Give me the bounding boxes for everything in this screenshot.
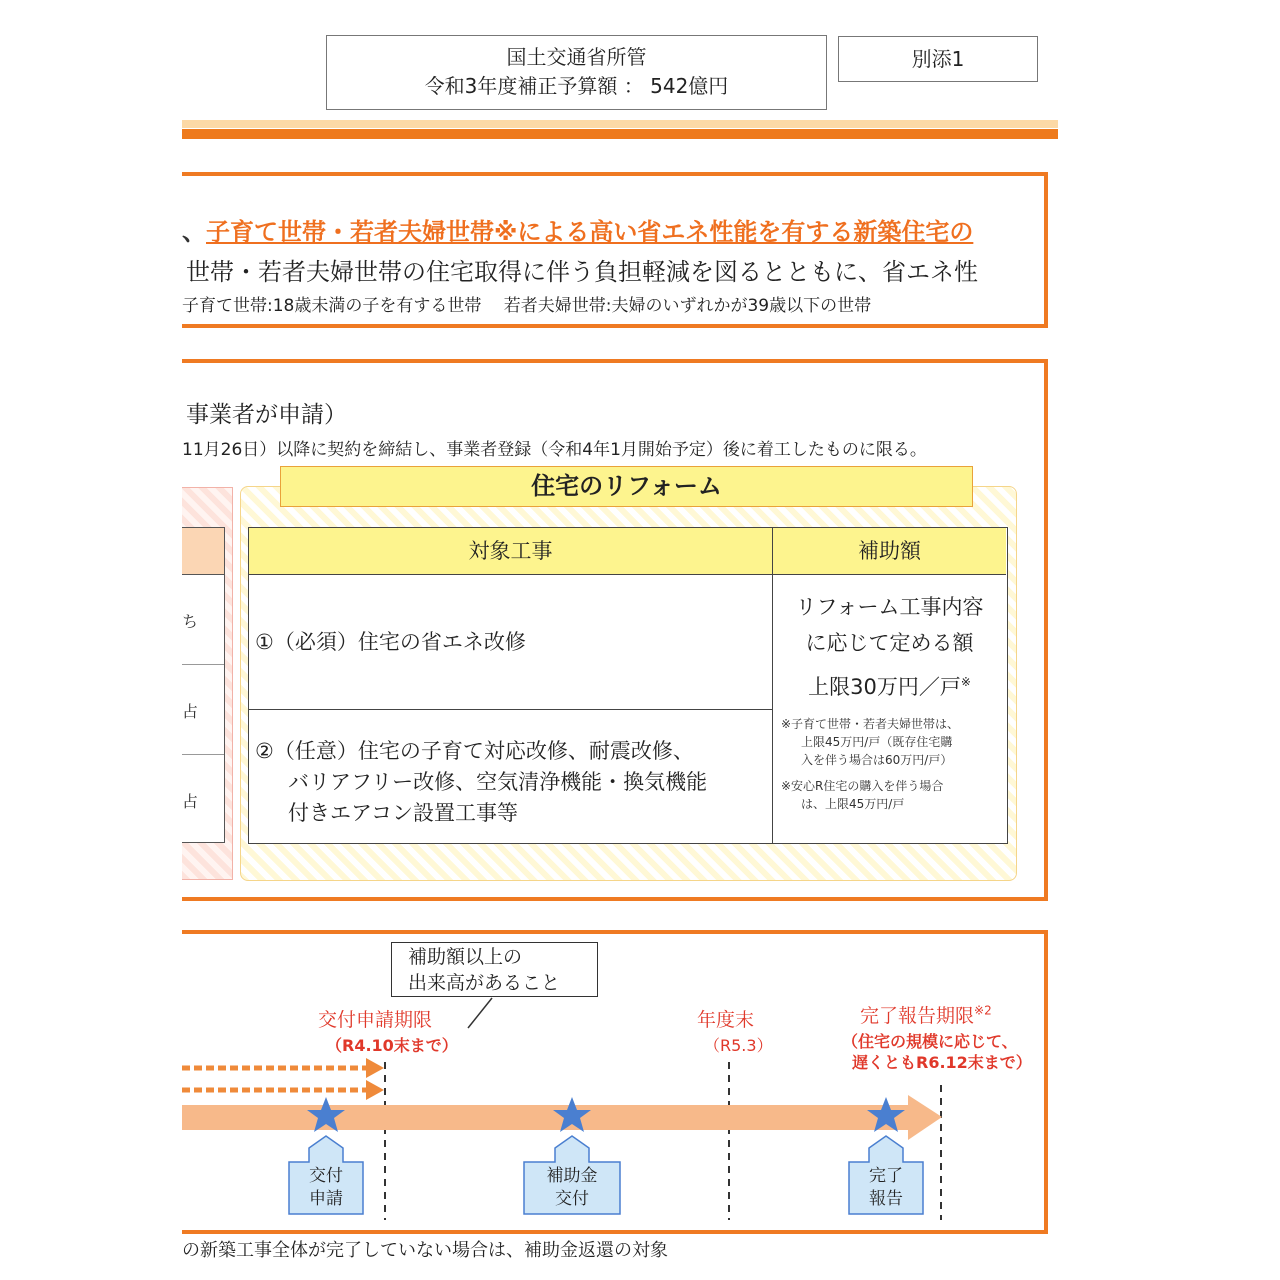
timeline-bar — [182, 1105, 910, 1130]
reform-work-optional-line: バリアフリー改修、空気清浄機能・換気機能 — [288, 770, 708, 794]
completion-deadline-text: 完了報告期限 — [860, 1005, 975, 1027]
dotted-arrow-2-head — [366, 1080, 384, 1100]
fiscal-year-end-label: 年度末 — [697, 1009, 755, 1031]
amount-cap-value: 上限30万円／戸 — [808, 675, 961, 699]
step-label-line: 補助金 — [546, 1166, 598, 1186]
amount-cap-mark: ※ — [960, 675, 971, 689]
step-label-line: 完了 — [869, 1166, 903, 1186]
ministry-label: 国土交通省所管 — [506, 45, 647, 69]
new-build-row-glyph: 占 — [181, 792, 198, 811]
step-label-line: 交付 — [555, 1189, 589, 1209]
reform-work-required: ①（必須）住宅の省エネ改修 — [249, 575, 773, 710]
step-label-line: 報告 — [869, 1189, 903, 1209]
amount-note-line: は、上限45万円/戸 — [801, 797, 905, 811]
completion-deadline-date: 遅くともR6.12末まで） — [852, 1053, 1032, 1072]
fiscal-year-end-date: （R5.3） — [704, 1036, 773, 1055]
new-build-row-glyph: 占 — [181, 702, 198, 721]
callout-pointer — [468, 998, 492, 1028]
step-completion-report — [849, 1165, 923, 1211]
step-application — [289, 1165, 363, 1211]
step-label-line: 交付 — [309, 1166, 343, 1186]
application-deadline-date: （R4.10末まで） — [326, 1036, 458, 1055]
amount-note-line: ※安心R住宅の購入を伴う場合 — [781, 779, 944, 793]
completion-deadline-condition: （住宅の規模に応じて、 — [842, 1032, 1018, 1051]
amount-description-line: リフォーム工事内容 — [795, 595, 984, 619]
timeline-arrowhead — [908, 1095, 942, 1140]
dotted-arrow-1-head — [366, 1058, 384, 1078]
progress-condition-callout — [391, 942, 598, 997]
contract-condition: 11月26日）以降に契約を締結し、事業者登録（令和4年1月開始予定）後に着工したものに限る。 — [182, 440, 927, 460]
applicant-note: 事業者が申請） — [186, 402, 347, 428]
completion-deadline-mark: ※2 — [974, 1003, 992, 1018]
completion-deadline-label — [860, 1001, 992, 1028]
step-label-line: 申請 — [309, 1189, 343, 1209]
reform-section-title: 住宅のリフォーム — [280, 466, 973, 507]
reform-work-optional-line: 付きエアコン設置工事等 — [288, 801, 518, 825]
column-header-work: 対象工事 — [249, 528, 773, 575]
reform-work-optional-line: ②（任意）住宅の子育て対応改修、耐震改修、 — [255, 739, 694, 763]
new-build-row-glyph: ち — [181, 612, 198, 631]
attachment-badge: 別添1 — [838, 36, 1038, 82]
amount-note-line: 上限45万円/戸（既存住宅購 — [801, 735, 953, 749]
purpose-line-2: 世帯・若者夫婦世帯の住宅取得に伴う負担軽減を図るとともに、省エネ性 — [186, 258, 978, 286]
refund-footnote: の新築工事全体が完了していない場合は、補助金返還の対象 — [182, 1240, 668, 1261]
amount-note-line: ※子育て世帯・若者夫婦世帯は、 — [781, 717, 960, 731]
callout-line: 補助額以上の — [408, 946, 523, 968]
callout-line: 出来高があること — [408, 972, 561, 994]
purpose-line-1-prefix: 、 — [182, 218, 206, 246]
amount-description-line: に応じて定める額 — [805, 631, 974, 655]
step-grant-payment — [524, 1165, 620, 1211]
purpose-highlight: 子育て世帯・若者夫婦世帯※による高い省エネ性能を有する新築住宅の — [206, 218, 974, 246]
application-deadline-label: 交付申請期限 — [318, 1009, 433, 1031]
column-header-amount: 補助額 — [773, 528, 1006, 575]
household-definition: 子育て世帯:18歳未満の子を有する世帯 若者夫婦世帯:夫婦のいずれかが39歳以下の世帯 — [182, 296, 872, 316]
budget-amount: 令和3年度補正予算額 ： 542億円 — [424, 74, 729, 98]
amount-note-line: 入を伴う場合は60万円/戸） — [801, 753, 953, 767]
